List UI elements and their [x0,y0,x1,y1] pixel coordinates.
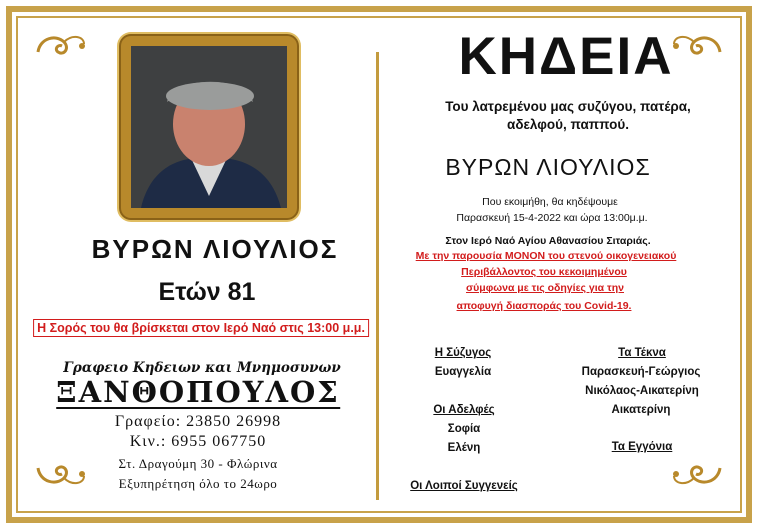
office-name: ΞΑΝΘΟΠΟΥΛΟΣ [56,375,340,409]
deceased-age: Ετών 81 [158,278,256,306]
viewing-notice: Η Σορός του θα βρίσκεται στον Ιερό Ναό στις 13:00 μ.μ. [33,319,369,337]
sibling-item: Σοφία [447,423,481,435]
covid-note-2: Περιβάλλοντος του κεκοιμημένου [461,266,627,278]
siblings-label: Οι Αδελφές [433,404,495,416]
grandchildren-label: Τα Εγγόνια [611,441,673,453]
intro-line-1: Του λατρεμένου μας συζύγου, πατέρα, [445,99,691,114]
ornament-top-right-icon [670,30,724,60]
headline: ΚΗΔΕΙΑ [458,27,674,86]
center-divider [376,52,379,500]
office-title: Γραφειο Κηδειων και Μνημοσυνων [63,360,341,376]
office-service: Εξυπηρέτηση όλο το 24ωρο [118,476,278,491]
spouse-name: Ευαγγελία [434,366,492,378]
relatives-label: Οι Λοιποί Συγγενείς [410,480,518,492]
portrait-photo [121,36,297,218]
office-mobile: Κιν.: 6955 067750 [129,433,267,450]
ornament-bottom-left-icon [34,460,88,490]
ornament-bottom-right-icon [670,460,724,490]
covid-note-4: αποφυγή διασποράς του Covid-19. [456,300,632,312]
children-label: Τα Τέκνα [618,347,666,359]
child-item: Νικόλαος-Αικατερίνη [585,385,699,397]
covid-note-3: σύμφωνα με τις οδηγίες για την [466,282,624,294]
deceased-name-left: ΒΥΡΩΝ ΛΙΟΥΛΙΟΣ [91,234,339,264]
child-item: Παρασκευή-Γεώργιος [581,366,701,378]
ceremony-line-1: Που εκοιμήθη, θα κηδέψουμε [482,196,618,208]
sibling-item: Ελένη [447,442,481,454]
ceremony-line-2: Παρασκευή 15-4-2022 και ώρα 13:00μ.μ. [456,212,648,224]
intro-line-2: αδελφού, παππού. [507,117,629,132]
child-item: Αικατερίνη [611,404,671,416]
deceased-name-right: ΒΥΡΩΝ ΛΙΟΥΛΙΟΣ [445,154,651,180]
office-address: Στ. Δραγούμη 30 - Φλώρινα [118,456,278,471]
office-phone: Γραφείο: 23850 26998 [114,413,282,430]
ceremony-line-3: Στον Ιερό Ναό Αγίου Αθανασίου Σιταριάς. [445,235,651,247]
spouse-label: Η Σύζυγος [434,347,492,359]
ornament-top-left-icon [34,30,88,60]
covid-note-1: Με την παρουσία ΜΟΝΟΝ του στενού οικογενειακού [415,250,677,262]
